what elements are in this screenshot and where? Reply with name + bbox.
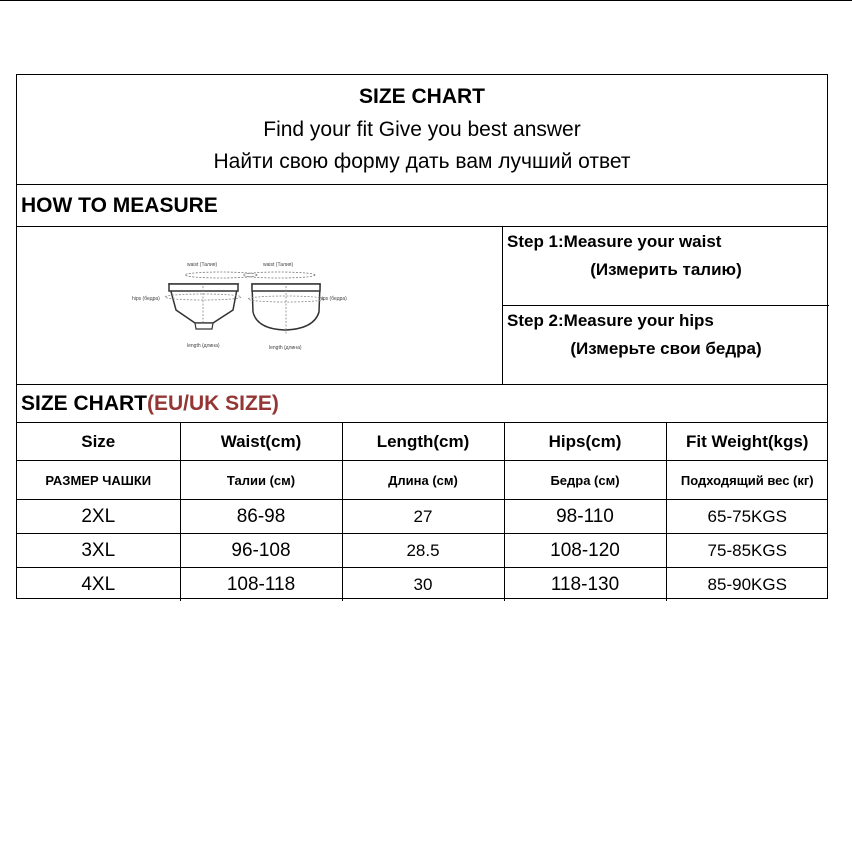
step2-title: Step 2:Measure your hips [507,311,714,330]
size-chart-heading-text: SIZE CHART [21,392,147,415]
step1-subtitle: (Измерить талию) [590,260,742,279]
table-header-row [17,423,828,461]
subtitle-russian: Найти свою форму дать вам лучший ответ [213,150,631,173]
size-cell: 3XL [17,534,180,568]
size-chart-panel [16,74,828,599]
column-header: Waist(cm) [180,423,342,461]
front-length-label: length (длина) [187,343,220,349]
column-header: Size [17,423,180,461]
waist-cell: 86-98 [180,500,342,534]
length-cell: 30 [342,568,504,602]
waist-cell: 96-108 [180,534,342,568]
back-view-illustration [243,262,347,351]
table-row [17,500,828,534]
hips-cell: 108-120 [504,534,666,568]
size-chart-heading [17,385,827,423]
length-cell: 28.5 [342,534,504,568]
back-waist-label: waist (Талия) [263,262,294,268]
size-cell: 4XL [17,568,180,602]
front-waist-label: waist (Талия) [187,262,218,268]
length-cell: 27 [342,500,504,534]
panties-diagram [17,227,503,385]
weight-cell: 65-75KGS [666,500,828,534]
column-header-ru: Длина (см) [342,461,504,500]
step1-box [503,227,829,306]
waist-cell: 108-118 [180,568,342,602]
how-to-measure-heading: HOW TO MEASURE [17,185,827,227]
table-row [17,568,828,602]
size-chart-heading-accent: (EU/UK SIZE) [147,392,279,415]
size-table [17,423,828,601]
column-header: Hips(cm) [504,423,666,461]
column-header: Length(cm) [342,423,504,461]
weight-cell: 75-85KGS [666,534,828,568]
measure-section [17,227,827,385]
back-length-label: length (длина) [269,345,302,351]
hips-cell: 118-130 [504,568,666,602]
column-header-ru: Талии (см) [180,461,342,500]
front-view-illustration [132,262,257,349]
table-row [17,534,828,568]
column-header: Fit Weight(kgs) [666,423,828,461]
column-header-ru: РАЗМЕР ЧАШКИ [17,461,180,500]
step2-box [503,306,829,385]
back-hips-label: hips (бедра) [319,296,347,302]
size-cell: 2XL [17,500,180,534]
table-header-row-russian [17,461,828,500]
measure-diagram [17,227,503,385]
subtitle-english: Find your fit Give you best answer [263,118,581,141]
weight-cell: 85-90KGS [666,568,828,602]
step2-subtitle: (Измерьте свои бедра) [570,339,762,358]
column-header-ru: Подходящий вес (кг) [666,461,828,500]
title-block [17,75,827,185]
chart-title: SIZE CHART [359,85,485,108]
top-border-line [0,0,852,1]
front-hips-label: hips (бедра) [132,296,160,302]
column-header-ru: Бедра (см) [504,461,666,500]
step1-title: Step 1:Measure your waist [507,232,722,251]
hips-cell: 98-110 [504,500,666,534]
